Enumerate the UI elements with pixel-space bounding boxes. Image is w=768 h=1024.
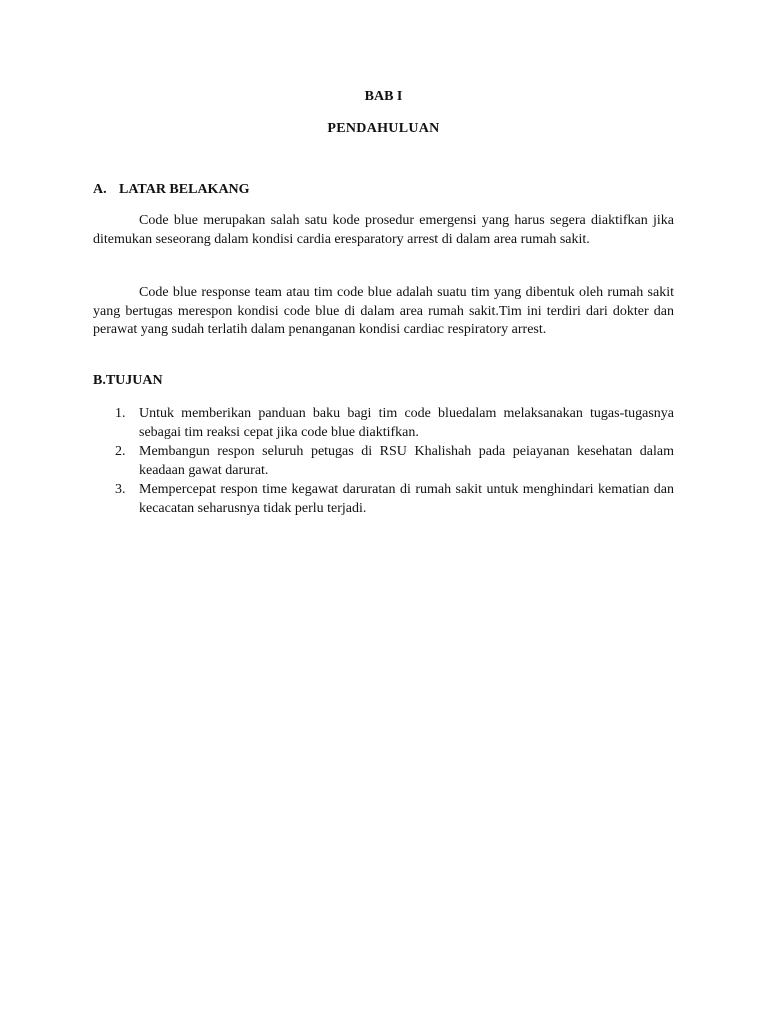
list-item-text: Membangun respon seluruh petugas di RSU Khalishah pada peiayanan kesehatan dalam keadaan gawat darurat. <box>139 444 674 478</box>
list-item-number: 2. <box>115 444 126 459</box>
section-a-marker: A. <box>93 182 107 197</box>
list-item <box>93 442 674 480</box>
chapter-number: BAB I <box>364 89 403 104</box>
list-item-number: 1. <box>115 406 126 421</box>
list-item <box>93 404 674 442</box>
list-item-text: Untuk memberikan panduan baku bagi tim code bluedalam melaksanakan tugas-tugasnya sebagai tim reaksi cepat jika code blue diaktifkan. <box>139 406 674 440</box>
chapter-title: PENDAHULUAN <box>327 121 440 136</box>
list-item-number: 3. <box>115 482 126 497</box>
list-item <box>93 480 674 518</box>
section-a-title: LATAR BELAKANG <box>119 182 250 197</box>
paragraph-1: Code blue merupakan salah satu kode prosedur emergensi yang harus segera diaktifkan jika ditemukan seseorang dalam kondisi cardia eresparatory arrest di dalam area rumah sakit. <box>93 213 674 247</box>
section-b-heading: B.TUJUAN <box>93 373 163 388</box>
list-item-text: Mempercepat respon time kegawat daruratan di rumah sakit untuk menghindari kematian dan kecacatan seharusnya tidak perlu terjadi. <box>139 482 674 516</box>
section-a-heading <box>93 181 674 199</box>
document-page <box>93 0 674 1024</box>
objectives-list <box>93 404 674 518</box>
paragraph-2: Code blue response team atau tim code blue adalah suatu tim yang dibentuk oleh rumah sakit yang bertugas merespon kondisi code blue di dalam area rumah sakit.Tim ini terdiri dari dokter dan perawat yang sudah terlatih dalam penanganan kondisi cardiac respiratory arrest. <box>93 285 674 337</box>
